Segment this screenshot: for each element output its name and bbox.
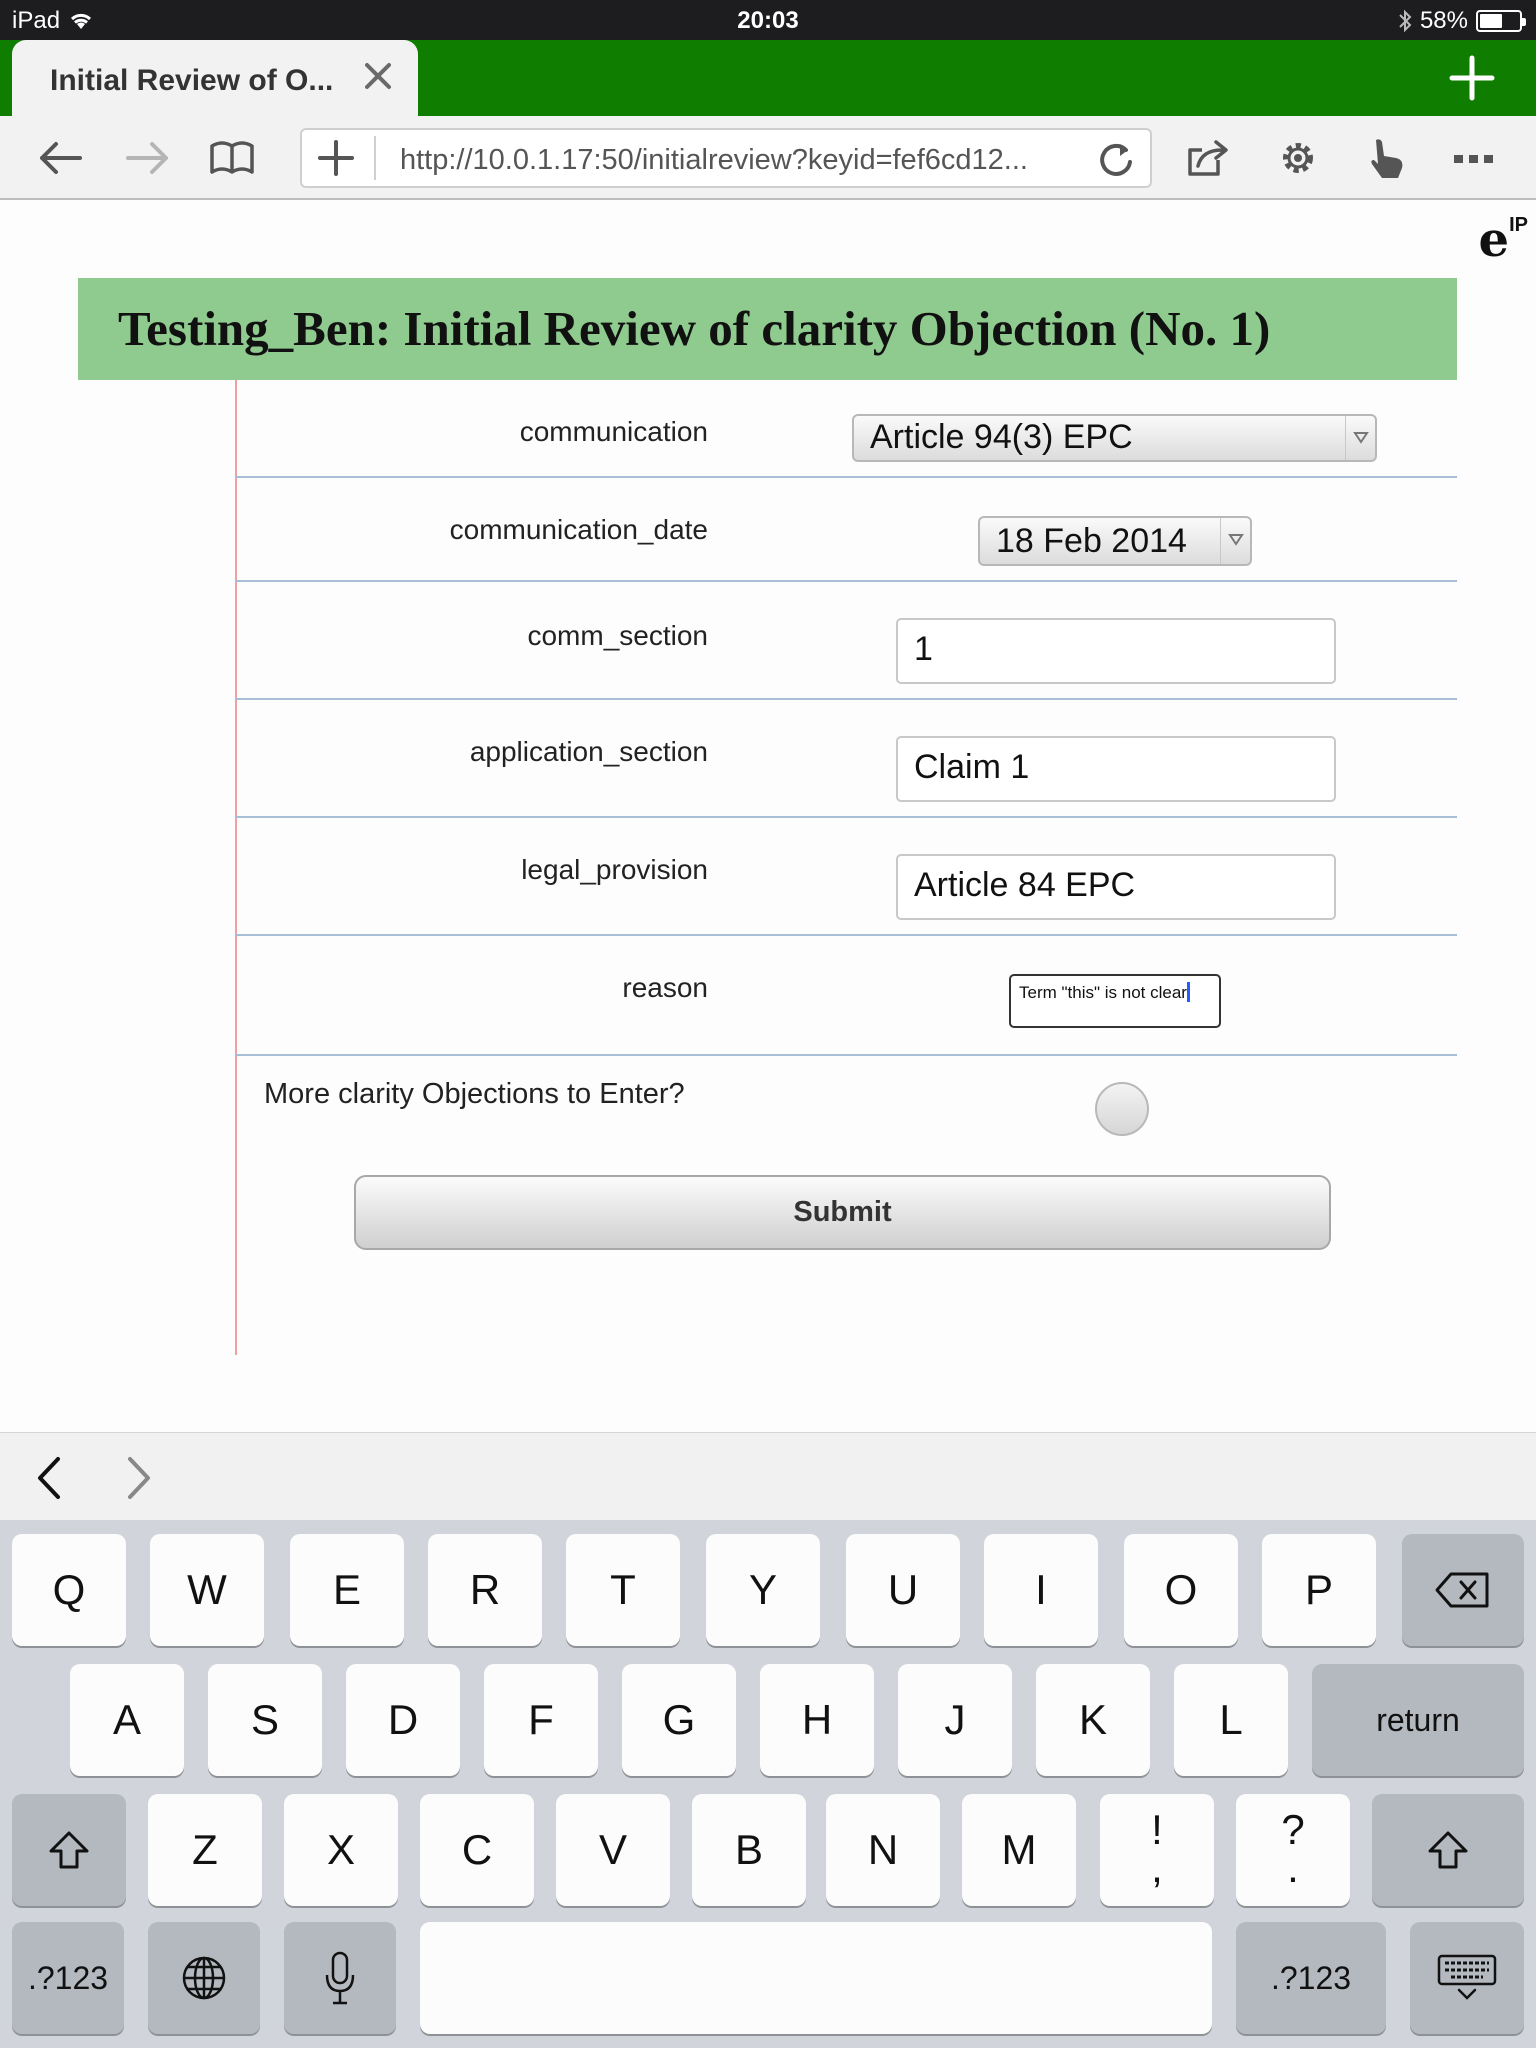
space-bar[interactable] [420, 1922, 1212, 2034]
microphone-icon [325, 1951, 355, 2005]
back-arrow-icon[interactable] [36, 136, 84, 180]
key-u[interactable]: U [846, 1534, 960, 1646]
forward-arrow-icon[interactable] [124, 136, 172, 180]
key-t[interactable]: T [566, 1534, 680, 1646]
key-q[interactable]: Q [12, 1534, 126, 1646]
backspace-icon [1435, 1572, 1491, 1608]
application-section-input[interactable] [896, 736, 1336, 802]
add-bookmark-icon[interactable] [316, 138, 356, 178]
form-accessory-bar [0, 1432, 1536, 1520]
url-text[interactable]: http://10.0.1.17:50/initialreview?keyid=fef6cd12... [400, 144, 1028, 176]
reason-input[interactable] [1009, 974, 1221, 1028]
dictation-key[interactable] [284, 1922, 396, 2034]
on-screen-keyboard [0, 1520, 1536, 2048]
globe-key[interactable] [148, 1922, 260, 2034]
reload-icon[interactable] [1092, 138, 1136, 182]
key-j[interactable]: J [898, 1664, 1012, 1776]
shift-key-left[interactable] [12, 1794, 126, 1906]
communication-select[interactable] [852, 414, 1377, 462]
battery-icon [1476, 10, 1522, 32]
key-w[interactable]: W [150, 1534, 264, 1646]
key-d[interactable]: D [346, 1664, 460, 1776]
battery-percent: 58% [1419, 7, 1468, 34]
key-b[interactable]: B [692, 1794, 806, 1906]
key-question-period[interactable]: ? . [1236, 1794, 1350, 1906]
key-a[interactable]: A [70, 1664, 184, 1776]
dismiss-keyboard-key[interactable] [1410, 1922, 1524, 2034]
next-field-icon[interactable] [124, 1455, 154, 1501]
page-header [78, 278, 1457, 380]
key-y[interactable]: Y [706, 1534, 820, 1646]
eip-logo: $e^{IP}$ [1478, 212, 1528, 268]
more-options-icon[interactable] [1450, 136, 1498, 180]
chevron-down-icon [1220, 518, 1250, 564]
form-row-communication-date [236, 478, 1457, 582]
key-p[interactable]: P [1262, 1534, 1376, 1646]
reason-label: reason [622, 972, 708, 1003]
clock: 20:03 [737, 7, 799, 34]
key-i[interactable]: I [984, 1534, 1098, 1646]
numbers-key-left[interactable]: .?123 [12, 1922, 124, 2034]
communication-date-value: 18 Feb 2014 [996, 522, 1187, 560]
touch-gesture-icon[interactable] [1362, 136, 1410, 180]
comm-section-label: comm_section [527, 620, 708, 651]
numbers-key-right[interactable]: .?123 [1236, 1922, 1386, 2034]
more-objections-label: More clarity Objections to Enter? [264, 1078, 685, 1110]
text-cursor [1187, 982, 1190, 1002]
key-exclamation-comma[interactable]: ! , [1100, 1794, 1214, 1906]
more-objections-radio[interactable] [1095, 1082, 1149, 1136]
device-name: iPad [12, 7, 61, 34]
shift-arrow-icon [47, 1830, 91, 1870]
key-z[interactable]: Z [148, 1794, 262, 1906]
communication-label: communication [519, 416, 708, 447]
key-r[interactable]: R [428, 1534, 542, 1646]
key-c[interactable]: C [420, 1794, 534, 1906]
key-g[interactable]: G [622, 1664, 736, 1776]
comm-section-input[interactable] [896, 618, 1336, 684]
submit-button[interactable]: Submit [354, 1175, 1331, 1250]
key-e[interactable]: E [290, 1534, 404, 1646]
bookmarks-book-icon[interactable] [208, 136, 256, 180]
legal-provision-value: Article 84 EPC [914, 866, 1136, 904]
tab-title: Initial Review of O... [50, 64, 334, 97]
status-bar [0, 0, 1536, 40]
key-v[interactable]: V [556, 1794, 670, 1906]
browser-tab[interactable] [12, 40, 418, 116]
key-m[interactable]: M [962, 1794, 1076, 1906]
key-k[interactable]: K [1036, 1664, 1150, 1776]
previous-field-icon[interactable] [34, 1455, 64, 1501]
legal-provision-label: legal_provision [521, 854, 708, 885]
application-section-label: application_section [469, 736, 708, 767]
close-tab-icon[interactable] [358, 56, 398, 96]
browser-toolbar [0, 116, 1536, 200]
share-icon[interactable] [1186, 136, 1234, 180]
tab-bar [0, 40, 1536, 116]
communication-date-select[interactable] [978, 516, 1252, 566]
key-x[interactable]: X [284, 1794, 398, 1906]
return-key[interactable]: return [1312, 1664, 1524, 1776]
shift-key-right[interactable] [1372, 1794, 1524, 1906]
key-f[interactable]: F [484, 1664, 598, 1776]
key-o[interactable]: O [1124, 1534, 1238, 1646]
shift-arrow-icon [1426, 1830, 1470, 1870]
keyboard-dismiss-icon [1437, 1954, 1497, 2002]
communication-date-label: communication_date [449, 514, 708, 545]
application-section-value: Claim 1 [914, 748, 1030, 786]
legal-provision-input[interactable] [896, 854, 1336, 920]
backspace-key[interactable] [1402, 1534, 1524, 1646]
globe-icon [180, 1954, 228, 2002]
communication-value: Article 94(3) EPC [870, 418, 1133, 456]
comm-section-value: 1 [914, 630, 933, 668]
bluetooth-icon [1398, 9, 1412, 33]
key-l[interactable]: L [1174, 1664, 1288, 1776]
form-row-reason [236, 936, 1457, 1056]
chevron-down-icon [1345, 416, 1375, 460]
reason-value: Term "this" is not clear [1019, 983, 1187, 1002]
address-separator [374, 136, 376, 180]
key-s[interactable]: S [208, 1664, 322, 1776]
new-tab-icon[interactable] [1448, 54, 1496, 102]
gear-icon[interactable] [1274, 136, 1322, 180]
key-n[interactable]: N [826, 1794, 940, 1906]
page-title: Testing_Ben: Initial Review of clarity Objection (No. 1) [118, 301, 1271, 356]
key-h[interactable]: H [760, 1664, 874, 1776]
address-bar[interactable] [300, 128, 1152, 188]
